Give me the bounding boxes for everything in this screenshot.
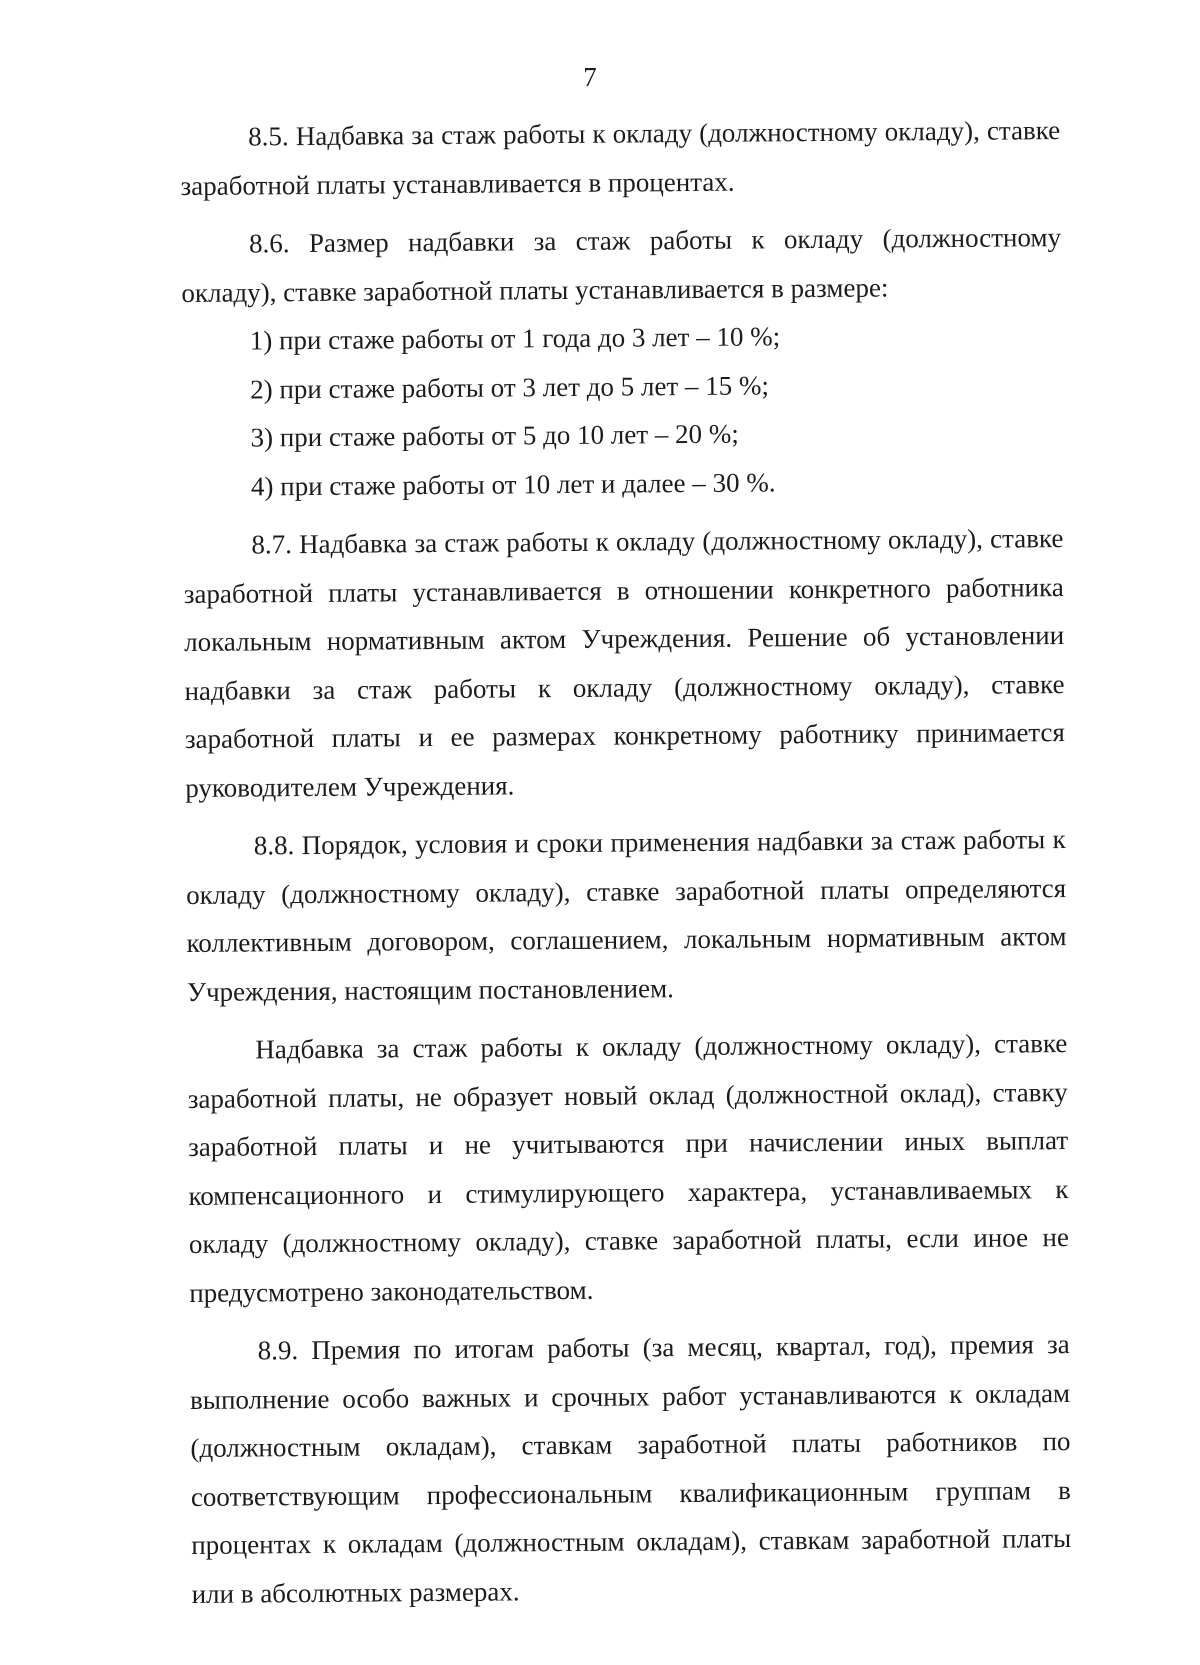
paragraph-8-7: 8.7. Надбавка за стаж работы к окладу (должностному окладу), ставке заработной платы устанавливается в отношении конкретного работника локальным нормативным актом Учреждения. Решение об установлении надбавки за стаж работы к окладу (должностному окладу), ставке заработной платы и ее размерах конкретному работнику принимается руководителем Учреждения. bbox=[183, 523, 1066, 803]
paragraph-8-5: 8.5. Надбавка за стаж работы к окладу (должностному окладу), ставке заработной платы устанавливается в процентах. bbox=[180, 115, 1061, 201]
paragraph-allowance-note: Надбавка за стаж работы к окладу (должностному окладу), ставке заработной платы, не образует новый оклад (должностной оклад), ставку заработной платы и не учитываются при начислении иных выплат компенсационного и стимулирующего характера, устанавливаемых к окладу (должностному окладу), ставке заработной платы, если иное не предусмотрено законодательством. bbox=[187, 1028, 1069, 1308]
paragraph-8-8: 8.8. Порядок, условия и сроки применения надбавки за стаж работы к окладу (должностному окладу), ставке заработной платы определяются коллективным договором, соглашением, локальным нормативным актом Учреждения, настоящим постановлением. bbox=[186, 824, 1067, 1007]
document-body bbox=[180, 106, 1072, 1628]
list-item-3: 3) при стаже работы от 5 до 10 лет – 20 %; bbox=[250, 418, 739, 453]
list-item-4: 4) при стаже работы от 10 лет и далее – 30 %. bbox=[250, 466, 776, 501]
paragraph-8-9: 8.9. Премия по итогам работы (за месяц, квартал, год), премия за выполнение особо важных и срочных работ устанавливаются к окладам (должностным окладам), ставкам заработной платы работников по соответствующим профессиональным квалификационным группам в процентах к окладам (должностным окладам), ставкам заработной платы или в абсолютных размерах. bbox=[189, 1329, 1072, 1609]
paragraph-8-6: 8.6. Размер надбавки за стаж работы к окладу (должностному окладу), ставке заработной платы устанавливается в размере: bbox=[181, 222, 1062, 308]
list-item-2: 2) при стаже работы от 3 лет до 5 лет – 15 %; bbox=[250, 369, 770, 404]
page-number: 7 bbox=[583, 62, 597, 92]
list-item-1: 1) при стаже работы от 1 года до 3 лет – 10 %; bbox=[249, 321, 781, 356]
